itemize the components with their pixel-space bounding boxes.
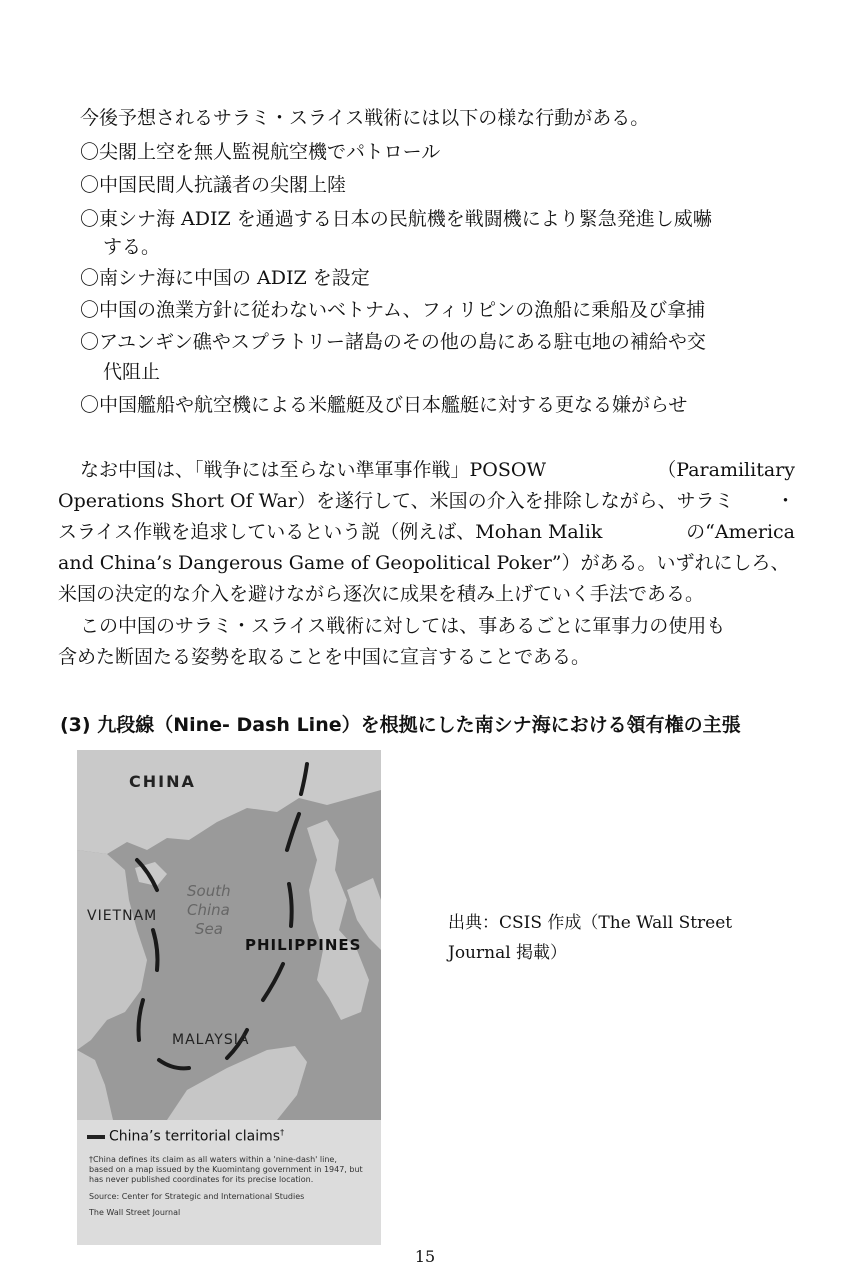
paragraph-line-text: （Paramilitary	[657, 459, 795, 481]
south-china-sea-map	[77, 750, 381, 1245]
map-graphic	[77, 750, 381, 1120]
bullet-item: 〇中国の漁業方針に従わないベトナム、フィリピンの漁船に乗船及び拿捕	[80, 299, 706, 321]
paragraph-line: 含めた断固たる姿勢を取ることを中国に宣言することである。	[58, 646, 591, 668]
map-label-sea: South	[187, 882, 231, 900]
legend-note: based on a map issued by the Kuomintang government in 1947, but	[89, 1165, 363, 1174]
bullet-item-continuation: する。	[103, 236, 161, 258]
bullet-item: 〇アユンギン礁やスプラトリー諸島のその他の島にある駐屯地の補給や交	[80, 331, 706, 353]
legend-title-mark: †	[280, 1128, 285, 1137]
paragraph-line	[58, 551, 795, 575]
map-legend	[77, 1120, 381, 1245]
page-number: 15	[414, 1247, 436, 1266]
map-label-china: CHINA	[129, 772, 196, 791]
paragraph-line	[80, 458, 795, 482]
bullet-item-continuation: 代阻止	[103, 361, 161, 383]
map-label-sea: China	[187, 901, 230, 919]
legend-note: has never published coordinates for its precise location.	[89, 1175, 314, 1184]
section-heading: (3) 九段線（Nine- Dash Line）を根拠にした南シナ海における領有権の主張	[60, 714, 741, 736]
paragraph-line-text: ・	[775, 490, 795, 512]
bullet-item: 〇東シナ海 ADIZ を通過する日本の民航機を戦闘機により緊急発進し威嚇	[80, 208, 712, 230]
paragraph-line: この中国のサラミ・スライス戦術に対しては、事あるごとに軍事力の使用も	[80, 615, 726, 637]
figure-source-note	[448, 908, 732, 968]
paragraph-line-text: and China’s Dangerous Game of Geopolitical Poker”）がある。いずれにしろ、	[58, 552, 790, 574]
paragraph-line	[58, 489, 795, 513]
dash-line-symbol	[87, 1135, 105, 1139]
source-note-line: Journal 掲載）	[448, 943, 568, 963]
map-label-philippines: PHILIPPINES	[245, 936, 362, 954]
map-label-sea: Sea	[195, 920, 223, 938]
paragraph-line: 米国の決定的な介入を避けながら逐次に成果を積み上げていく手法である。	[58, 583, 705, 605]
paragraph-line	[58, 520, 795, 544]
legend-source: The Wall Street Journal	[89, 1208, 181, 1217]
paragraph-line-text: の“America	[686, 521, 795, 543]
paragraph-line-text: なお中国は、「戦争には至らない準軍事作戦」POSOW	[80, 459, 546, 481]
legend-note: †China defines its claim as all waters within a 'nine-dash' line,	[89, 1155, 337, 1164]
map-label-malaysia: MALAYSIA	[172, 1032, 250, 1048]
legend-title-text: China’s territorial claims	[109, 1128, 281, 1145]
paragraph-line-text: スライス作戦を追求しているという説（例えば、Mohan Malik	[58, 521, 603, 543]
legend-source: Source: Center for Strategic and International Studies	[89, 1192, 305, 1201]
bullet-item: 〇中国艦船や航空機による米艦艇及び日本艦艇に対する更なる嫌がらせ	[80, 394, 688, 416]
legend-title	[87, 1128, 284, 1145]
source-note-line: 出典：CSIS 作成（The Wall Street	[448, 913, 733, 933]
intro-line: 今後予想されるサラミ・スライス戦術には以下の様な行動がある。	[80, 107, 650, 129]
bullet-item: 〇南シナ海に中国の ADIZ を設定	[80, 267, 370, 289]
bullet-item: 〇中国民間人抗議者の尖閣上陸	[80, 174, 347, 196]
paragraph-line-text: Operations Short Of War）を遂行して、米国の介入を排除しながら、サラミ	[58, 490, 734, 512]
map-label-vietnam: VIETNAM	[87, 908, 158, 924]
bullet-item: 〇尖閣上空を無人監視航空機でパトロール	[80, 141, 441, 163]
